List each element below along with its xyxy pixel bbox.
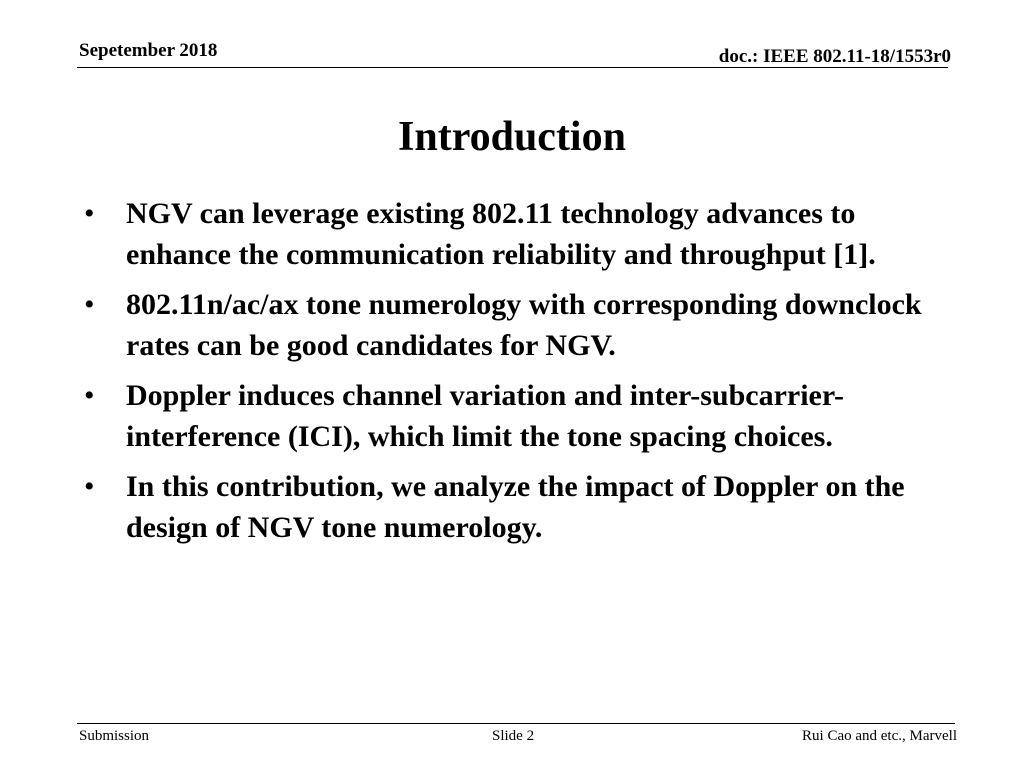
bullet-text: NGV can leverage existing 802.11 technology advances to enhance the communication reliability and throughput [1].	[126, 197, 876, 271]
footer-submission-label: Submission	[79, 728, 150, 744]
bullet-icon: •	[84, 288, 95, 321]
bullet-text: In this contribution, we analyze the impact of Doppler on the design of NGV tone numerology.	[126, 470, 905, 544]
header-date: Sepetember 2018	[79, 40, 218, 61]
footer-divider	[77, 723, 955, 724]
bullet-icon: •	[84, 379, 95, 412]
header-divider	[77, 67, 948, 68]
bullet-icon: •	[84, 470, 95, 503]
footer-author: Rui Cao and etc., Marvell	[802, 728, 957, 744]
bullet-icon: •	[84, 197, 95, 230]
bullet-item	[84, 193, 944, 275]
bullet-text: Doppler induces channel variation and inter-subcarrier-interference (ICI), which limit the tone spacing choices.	[126, 379, 845, 453]
bullet-list	[84, 193, 944, 557]
slide-title: Introduction	[398, 114, 626, 160]
footer-slide-number: Slide 2	[492, 728, 535, 744]
bullet-text: 802.11n/ac/ax tone numerology with corresponding downclock rates can be good candidates for NGV.	[126, 288, 922, 362]
bullet-item	[84, 466, 944, 548]
bullet-item	[84, 284, 944, 366]
header-document-id: doc.: IEEE 802.11-18/1553r0	[718, 46, 951, 67]
bullet-item	[84, 375, 944, 457]
